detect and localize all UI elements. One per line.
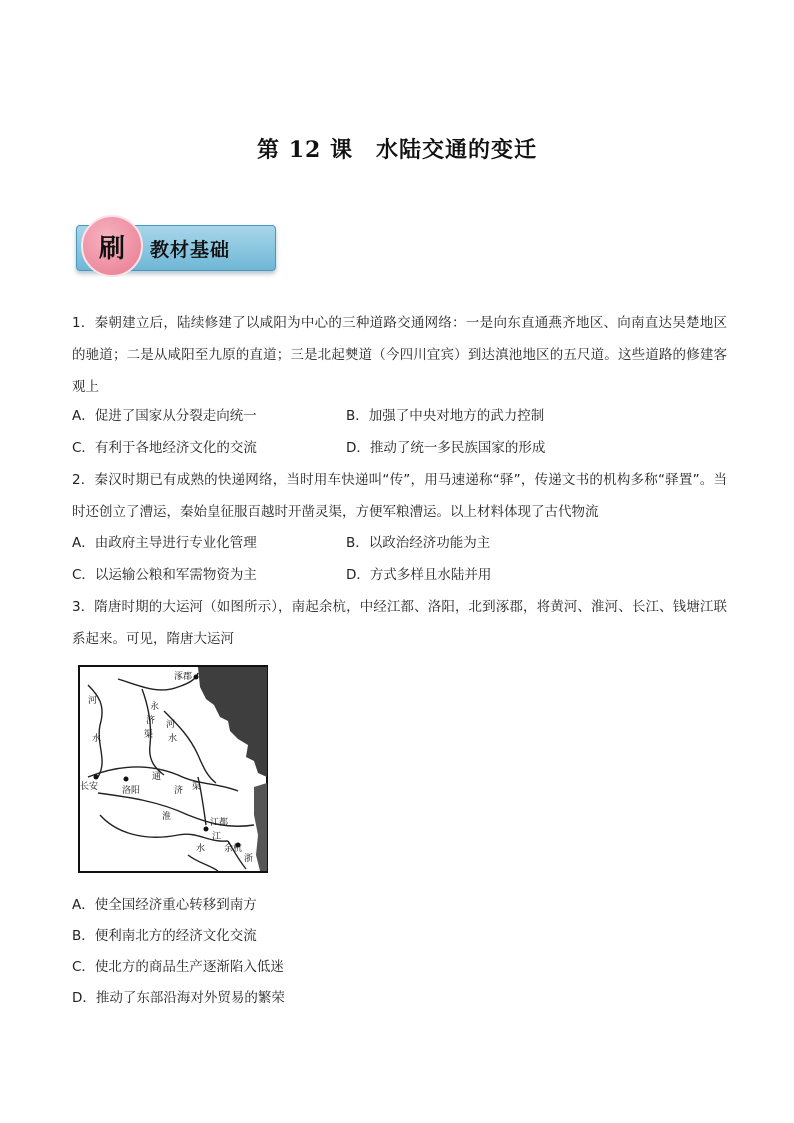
label-shui3: 水 [196,844,206,854]
question-2-options-row-1 [72,527,727,559]
question-1-stem: 1．秦朝建立后，陆续修建了以咸阳为中心的三种道路交通网络：一是向东直通燕齐地区、向南直达吴楚地区的驰道；二是从咸阳至九原的直道；三是北起僰道（今四川宜宾）到达滇池地区的五尺道。这些道路的修建客观上 [72,315,727,395]
grand-canal-map [78,665,268,873]
label-huai: 淮 [162,812,172,822]
question-2-stem: 2．秦汉时期已有成熟的快递网络，当时用车快递叫“传”，用马速递称“驿”，传递文书的机构多称“驿置”。当时还创立了漕运，秦始皇征服百越时开凿灵渠，方便军粮漕运。以上材料体现了古代物流 [72,472,727,520]
badge-circle-icon: 刷 [81,215,143,277]
question-3-option-b[interactable]: B．便利南北方的经济文化交流 [72,928,257,944]
section-label: 教材基础 [150,239,231,261]
section-badge [76,215,276,277]
question-2-option-c[interactable]: C．以运输公粮和军需物资为主 [72,567,257,583]
question-3-option-a[interactable]: A．使全国经济重心转移到南方 [72,897,257,913]
page-title: 第 12 课 水陆交通的变迁 [257,137,537,163]
label-tong: 通 [152,772,162,782]
label-jiangdu: 江都 [210,818,229,828]
luoyang-city-marker [124,777,129,782]
question-3-option-c[interactable]: C．使北方的商品生产逐渐陷入低迷 [72,959,284,975]
label-yong: 永 [150,702,160,712]
label-ji: 济 [146,716,156,726]
question-2-option-d[interactable]: D．方式多样且水陆并用 [346,567,492,583]
question-1-option-c[interactable]: C．有利于各地经济文化的交流 [72,440,257,456]
label-he: 河 [88,696,98,706]
question-2-options-row-2 [72,559,727,591]
question-1-options-row-1 [72,400,727,432]
zhuojun-city-marker [194,675,199,680]
question-1-option-a[interactable]: A．促进了国家从分裂走向统一 [72,408,257,424]
label-qu2: 渠 [192,782,202,792]
question-2-option-b[interactable]: B．以政治经济功能为主 [346,535,491,551]
label-shui: 水 [92,734,102,744]
question-3-option-d[interactable]: D．推动了东部沿海对外贸易的繁荣 [72,990,285,1006]
label-qu: 渠 [144,730,154,740]
label-zhe: 浙 [244,854,254,864]
label-changan: 长安 [80,782,99,792]
question-1-option-b[interactable]: B．加强了中央对地方的武力控制 [346,408,545,424]
label-yuhang: 余杭 [224,844,243,854]
question-1-option-d[interactable]: D．推动了统一多民族国家的形成 [346,440,546,456]
jiangdu-city-marker [204,827,209,832]
changan-city-marker [94,775,99,780]
question-3-stem: 3．隋唐时期的大运河（如图所示），南起余杭，中经江都、洛阳，北到涿郡，将黄河、淮河、长江、钱塘江联系起来。可见，隋唐大运河 [72,599,727,647]
label-ji2: 济 [174,786,184,796]
question-2-option-a[interactable]: A．由政府主导进行专业化管理 [72,535,257,551]
label-luoyang: 洛阳 [122,786,141,796]
label-shui2: 水 [168,734,178,744]
label-zhuojun: 涿郡 [174,672,193,682]
label-jiang: 江 [212,832,222,842]
question-1-options-row-2 [72,432,727,464]
label-he2: 河 [166,720,176,730]
